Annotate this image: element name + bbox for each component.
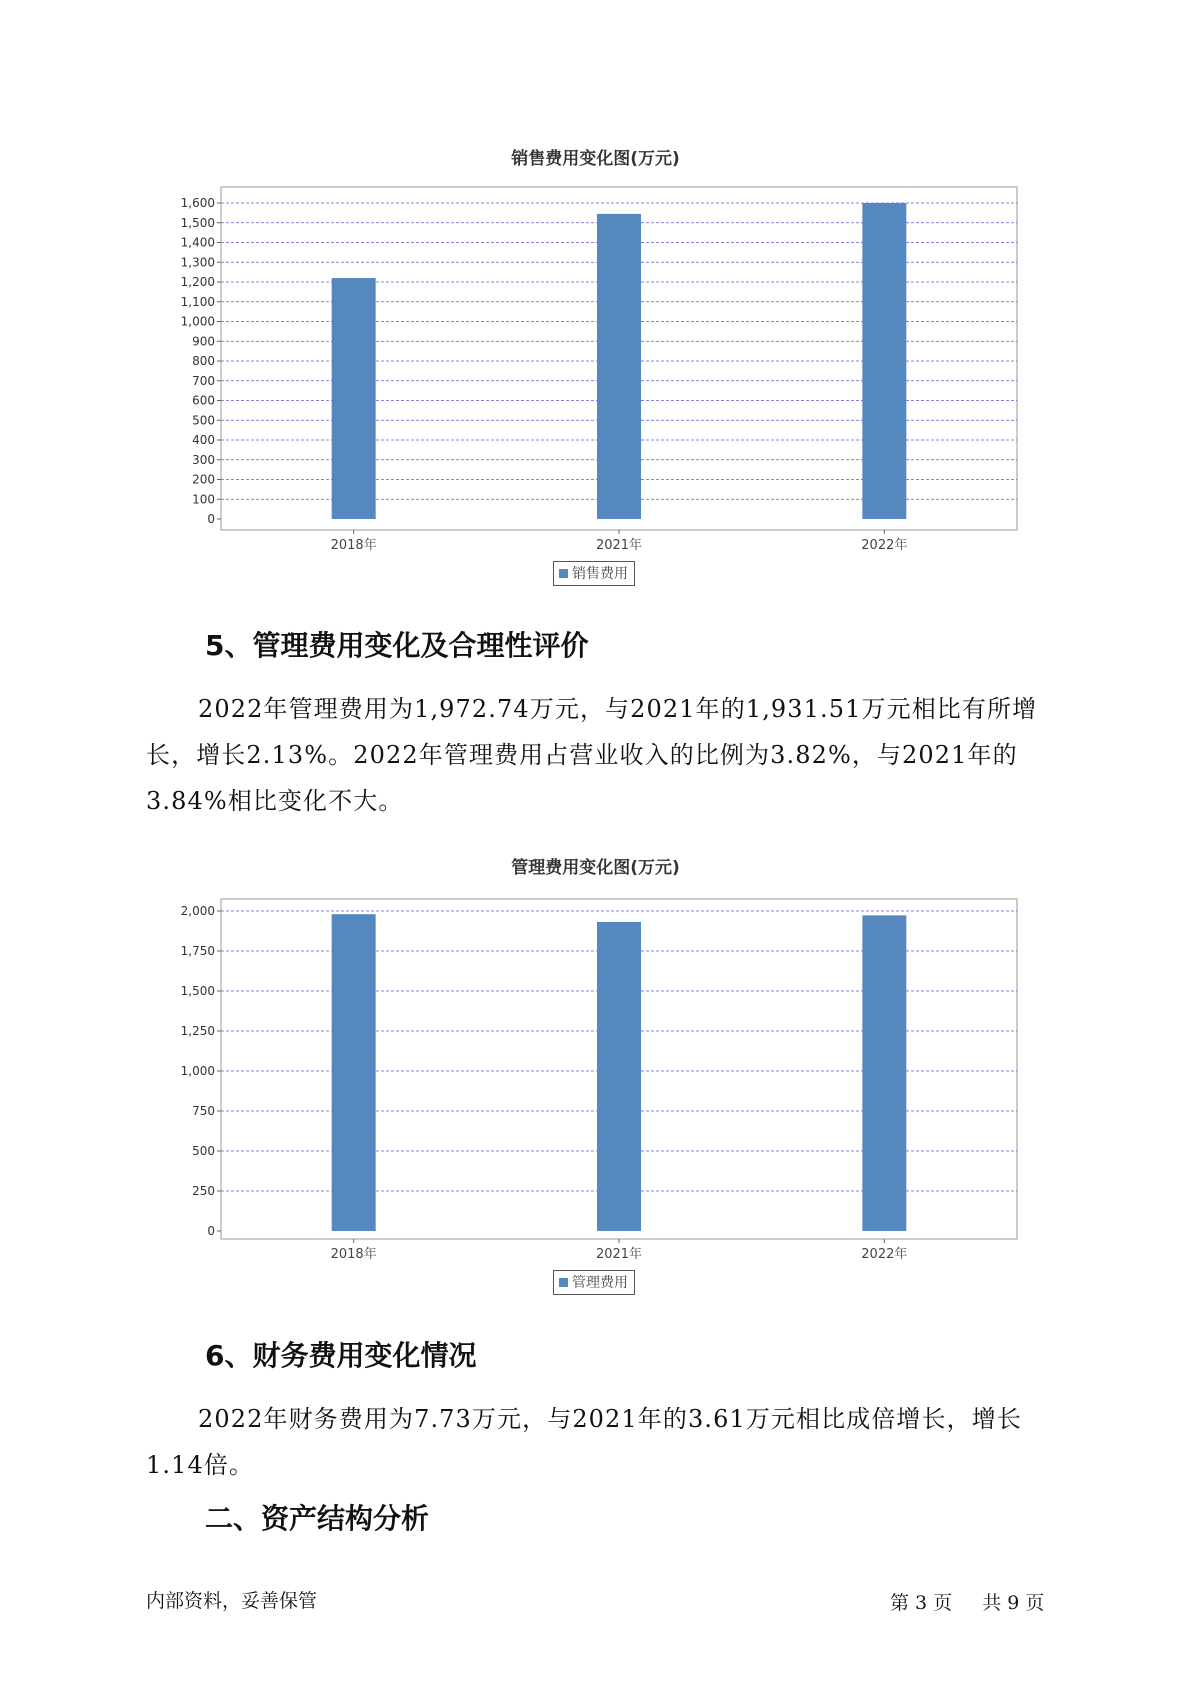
- y-tick-label: 250: [192, 1184, 215, 1198]
- footer-confidential-note: 内部资料，妥善保管: [146, 1590, 318, 1612]
- footer-page-number: [890, 1588, 1044, 1615]
- bar-2018: [332, 278, 376, 519]
- y-tick-label: 800: [192, 354, 215, 368]
- section-heading-asset-structure: 二、资产结构分析: [205, 1502, 430, 1535]
- footer-current-page: 第 3 页: [890, 1592, 953, 1614]
- bar-2018: [332, 914, 376, 1231]
- section-paragraph-6: 2022年财务费用为7.73万元，与2021年的3.61万元相比成倍增长，增长1.14倍。: [146, 1405, 1022, 1479]
- x-tick-label: 2021年: [595, 538, 643, 553]
- x-tick-label: 2021年: [595, 1247, 643, 1262]
- y-tick-label: 1,000: [180, 314, 215, 329]
- x-tick-label: 2018年: [330, 1247, 377, 1262]
- y-tick-label: 1,600: [180, 196, 215, 210]
- y-tick-label: 100: [192, 492, 215, 507]
- y-tick-label: 1,100: [180, 294, 215, 309]
- legend-swatch: [559, 569, 568, 578]
- y-tick-label: 300: [192, 452, 215, 467]
- y-tick-label: 1,400: [180, 235, 215, 250]
- bar-2022: [862, 203, 906, 519]
- y-tick-label: 500: [192, 413, 215, 428]
- x-tick-label: 2018年: [330, 538, 377, 553]
- legend-admin: [553, 1270, 635, 1295]
- section-heading-5: 5、管理费用变化及合理性评价: [205, 629, 589, 662]
- section-paragraph-5: 2022年管理费用为1,972.74万元，与2021年的1,931.51万元相比有所增长，增长2.13%。2022年管理费用占营业收入的比例为3.82%，与2021年的3.84%相比变化不大。: [146, 695, 1038, 815]
- chart-title-admin: 管理费用变化图(万元): [511, 858, 680, 878]
- chart-title-sales: 销售费用变化图(万元): [511, 149, 680, 169]
- y-tick-label: 700: [192, 373, 215, 388]
- y-tick-label: 1,500: [180, 984, 215, 998]
- y-tick-label: 1,200: [180, 275, 215, 289]
- y-tick-label: 500: [192, 1144, 215, 1158]
- legend-label: 销售费用: [572, 566, 628, 582]
- bar-2021: [597, 214, 641, 519]
- legend-sales: [553, 561, 635, 586]
- y-tick-label: 600: [192, 393, 215, 408]
- y-tick-label: 1,000: [180, 1064, 215, 1078]
- y-tick-label: 400: [192, 433, 215, 447]
- y-tick-label: 0: [207, 1224, 215, 1238]
- y-tick-label: 900: [192, 334, 215, 349]
- y-tick-label: 0: [207, 512, 215, 526]
- section-heading-6: 6、财务费用变化情况: [205, 1339, 477, 1372]
- y-tick-label: 1,300: [180, 255, 215, 270]
- y-tick-label: 2,000: [180, 904, 215, 918]
- admin-expense-chart: [0, 890, 1191, 1270]
- footer-total-pages: 共 9 页: [982, 1592, 1045, 1614]
- x-tick-label: 2022年: [861, 538, 908, 553]
- bar-2022: [862, 915, 906, 1231]
- sales-expense-chart: [0, 180, 1191, 560]
- y-tick-label: 1,250: [180, 1024, 215, 1038]
- y-tick-label: 1,750: [180, 944, 215, 958]
- y-tick-label: 200: [192, 472, 215, 487]
- legend-swatch: [559, 1278, 568, 1287]
- bar-2021: [597, 922, 641, 1231]
- y-tick-label: 1,500: [180, 215, 215, 230]
- x-tick-label: 2022年: [861, 1247, 908, 1262]
- y-tick-label: 750: [192, 1104, 215, 1118]
- legend-label: 管理费用: [572, 1275, 628, 1291]
